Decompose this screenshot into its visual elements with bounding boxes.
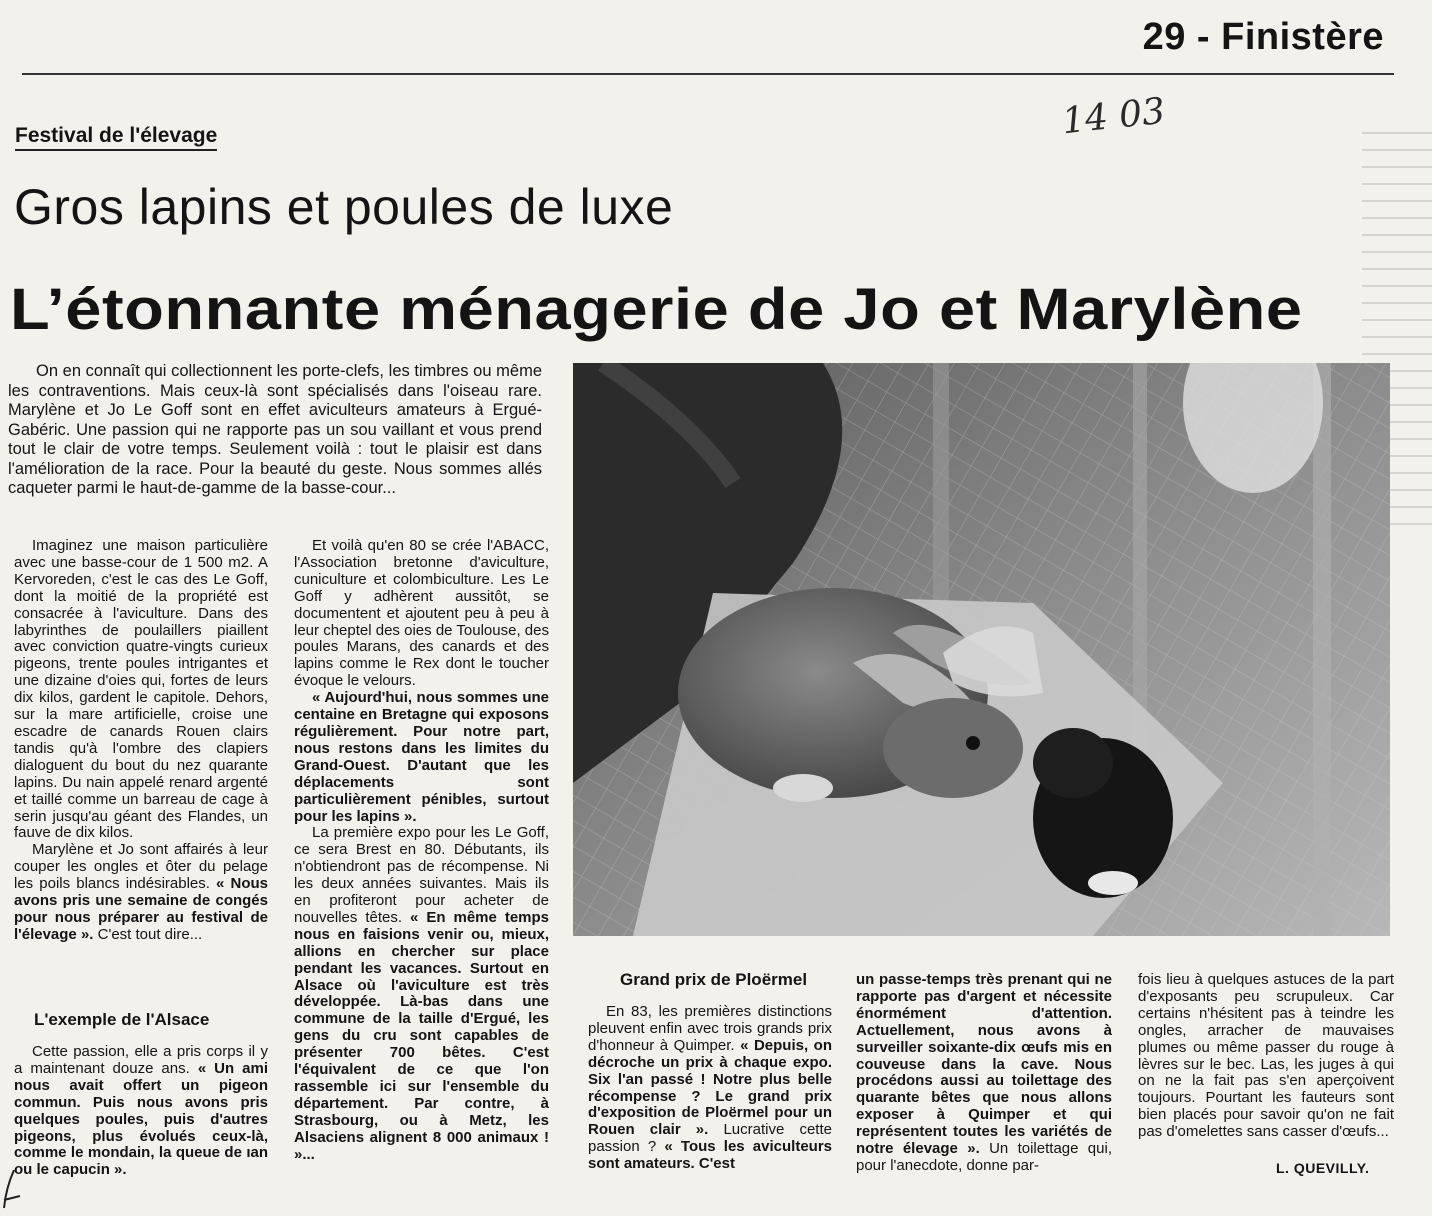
- article-column-3: [588, 1004, 832, 1173]
- column-paragraph: [14, 1044, 268, 1179]
- article-column-5: [1138, 972, 1394, 1141]
- column-paragraph: Et voilà qu'en 80 se crée l'ABACC, l'Association bretonne d'aviculture, cuniculture et colombiculture. Les Le Goff y adhèrent aussitôt, se documentent et ajoutent peu à peu à leur cheptel des oies de Toulouse, des poules Marans, des canards et des lapins comme le Rex dont le toucher évoque le velours.: [294, 537, 549, 690]
- article-column-1-continued: [14, 1044, 268, 1179]
- column-paragraph: [588, 1004, 832, 1173]
- article-column-1: [14, 538, 268, 944]
- handwritten-date: 14 03: [1060, 90, 1167, 143]
- rabbit-photo: [573, 363, 1390, 936]
- subhead-ploermel: Grand prix de Ploërmel: [620, 970, 808, 989]
- paragraph-text: C'est tout dire...: [97, 925, 203, 943]
- rabbit-photo-illustration: [573, 363, 1390, 936]
- column-paragraph: [294, 825, 549, 1163]
- quote-bold: « Nous avons pris une semaine de congés pour nous préparer au festival de l'élevage ».: [14, 875, 268, 943]
- author-signature: L. QUEVILLY.: [1276, 1160, 1370, 1176]
- header-rule: [22, 73, 1394, 75]
- article-column-2: [294, 538, 549, 1164]
- quote-bold: « Un ami nous avait offert un pigeon commun. Puis nous avons pris quelques poules, puis d'autres pigeons, plus évolués ceux-là, comme le mondain, la queue de ıan ou le capucin ».: [14, 1059, 268, 1179]
- quote-bold: « Tous les aviculteurs sont amateurs. C'est: [588, 1138, 832, 1173]
- article-lede: [8, 362, 542, 499]
- article-subtitle: Gros lapins et poules de luxe: [14, 179, 674, 235]
- quote-bold: un passe-temps très prenant qui ne rapporte pas d'argent et nécessite énormément d'attention. Actuellement, nous avons à surveiller soixante-dix œufs mis en couveuse dans la cave. Nous procédons aussi au toilettage des quarante bêtes que nous allons exposer à Quimper et qui représentent toutes les variétés de notre élevage ».: [856, 971, 1112, 1158]
- column-paragraph: fois lieu à quelques astuces de la part d'exposants peu scrupuleux. Car certains n'hésitent pas à teindre les ongles, arracher de mauvaises plumes ou même passer du rouge à lèvres sur le bec. Las, les juges à qui on ne la fait pas s'en aperçoivent toujours. Pourtant les fauteurs sont bien placés pour savoir qu'on ne fait pas d'omelettes sans casser d'œufs...: [1138, 971, 1394, 1141]
- paragraph-text: Un toilettage qui, pour l'anecdote, donne par-: [856, 1140, 1112, 1174]
- quote-bold: « Depuis, on décroche un prix à chaque expo. Six l'an passé ! Notre plus belle récompense ? Le grand prix d'exposition de Ploërmel pour un Rouen clair ».: [588, 1036, 832, 1139]
- paragraph-text: Cette passion, elle a pris corps il y a maintenant douze ans.: [14, 1043, 268, 1077]
- column-paragraph: [856, 972, 1112, 1175]
- margin-pen-mark: [0, 1170, 22, 1210]
- quote-bold: « Aujourd'hui, nous sommes une centaine en Bretagne qui exposons régulièrement. Pour notre part, nous restons dans les limites du Grand-Ouest. D'autant que les déplacements sont particulièrement pénibles, surtout pour les lapins ».: [294, 689, 549, 825]
- paragraph-text: Lucrative cette passion ?: [588, 1121, 832, 1156]
- column-paragraph: [14, 842, 268, 943]
- page-number: 29 - Finistère: [1142, 16, 1384, 58]
- quote-bold: « En même temps nous en faisions venir ou, mieux, allions en chercher sur place pendant les vacances. Surtout en Alsace où l'aviculture est très développée. Là-bas dans une commune de la taille d'Ergué, les gens du cru sont capables de présenter 700 bêtes. C'est l'équivalent de ce que l'on rassemble ici sur l'ensemble du département. Par contre, à Strasbourg, ou à Metz, les Alsaciens alignent 8 000 animaux ! »...: [294, 908, 550, 1163]
- subhead-alsace: L'exemple de l'Alsace: [34, 1010, 210, 1029]
- column-paragraph: [294, 690, 549, 825]
- paragraph-text: Marylène et Jo sont affairés à leur couper les ongles et ôter du pelage les poils blancs indésirables.: [14, 841, 268, 893]
- column-paragraph: Imaginez une maison particulière avec une basse-cour de 1 500 m2. A Kervoreden, c'est le cas des Le Goff, dont la moitié de la propriété est consacrée à l'aviculture. Dans des labyrinthes de poulaillers piaillent avec conviction quatre-vingts curieux pigeons, trente poules intrigantes et une dizaine d'oies qui, fortes de leurs dix kilos, gardent le capitole. Dehors, sur la mare artificielle, croise une escadre de canards Rouen clairs tandis qu'à l'ombre des clapiers dialoguent du bout du nez quarante lapins. Du nain appelé renard argenté et taillé comme un barreau de cage à serin jusqu'au géant des Flandes, un fauve de dix kilos.: [14, 537, 268, 842]
- paragraph-text: La première expo pour les Le Goff, ce sera Brest en 80. Débutants, ils n'obtiendront pas de récompense. Ni les deux années suivantes. Mais ils en profiteront pour acheter de nouvelles têtes.: [294, 824, 549, 926]
- lede-paragraph: On en connaît qui collectionnent les porte-clefs, les timbres ou même les contraventions. Mais ceux-là sont spécialisés dans l'oiseau rare. Marylène et Jo Le Goff sont en effet aviculteurs amateurs à Ergué-Gabéric. Une passion qui ne rapporte pas un sou vaillant et vous prend tout le clair de votre temps. Seulement voilà : tout le plaisir est dans l'amélioration de la race. Pour la beauté du geste. Nous sommes allés caqueter parmi le haut-de-gamme de la basse-cour...: [8, 362, 542, 497]
- paragraph-text: En 83, les premières distinctions pleuvent enfin avec trois grands prix d'honneur à Quimper.: [588, 1003, 832, 1054]
- article-headline: L’étonnante ménagerie de Jo et Marylène: [10, 277, 1303, 342]
- article-column-4: [856, 972, 1112, 1175]
- article-kicker: Festival de l'élevage: [15, 124, 217, 151]
